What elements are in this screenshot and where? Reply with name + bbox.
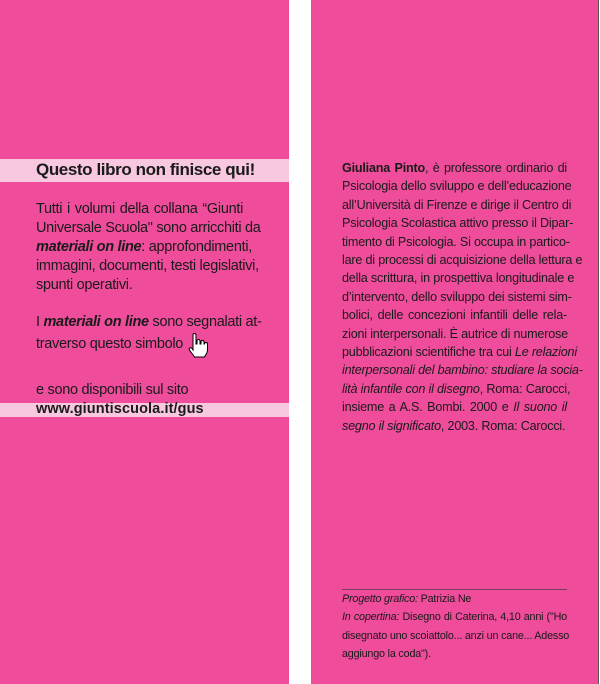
text-segment: Universale Scuola" sono arricchiti da — [36, 220, 261, 236]
text-segment: : approfondimenti, — [141, 239, 252, 255]
text-line — [342, 289, 572, 304]
text-line — [342, 308, 567, 322]
text-segment: , è professore ordinario di — [425, 161, 567, 175]
text-line — [342, 400, 567, 414]
text-segment: immagini, documenti, testi legislativi, — [36, 258, 259, 274]
text-segment: I — [36, 314, 44, 330]
text-line — [36, 314, 262, 330]
heading: Questo libro non finisce qui! — [36, 160, 255, 179]
text-line — [342, 253, 583, 267]
text-segment: materiali on line — [43, 314, 149, 330]
text-line — [342, 271, 575, 286]
text-line — [36, 277, 243, 293]
text-segment: materiali on line — [36, 239, 142, 255]
text-segment: Le relazioni — [514, 345, 577, 359]
text-line — [36, 239, 252, 255]
text-segment: insieme a A.S. Bombi. 2000 e — [342, 400, 514, 415]
text-line — [342, 611, 567, 623]
text-line — [342, 197, 572, 212]
text-line — [342, 216, 574, 231]
text-segment: zioni interpersonali. È autrice di numerose — [342, 326, 568, 341]
text-line — [342, 593, 567, 605]
text-segment: aggiungo la coda"). — [342, 647, 431, 660]
text-line — [342, 648, 567, 660]
text-segment: segno il significato — [342, 418, 441, 433]
text-line — [36, 201, 243, 217]
text-line — [342, 345, 577, 359]
text-segment: Psicologia dello sviluppo e dell’educazione — [342, 179, 572, 194]
text-line — [342, 327, 567, 341]
text-segment: lare di processi di acquisizione della lettura e — [342, 253, 583, 267]
text-line — [342, 179, 572, 194]
left-flap — [0, 0, 289, 684]
text-segment: Progetto grafico: — [342, 593, 418, 605]
text-segment: lità infantile con il disegno — [342, 381, 480, 396]
text-segment: Psicologia Scolastica attivo presso il Dipar- — [342, 216, 574, 231]
text-segment: Patrizia Ne — [417, 593, 472, 605]
text-segment: della scrittura, in prospettiva longitudinale e — [342, 271, 575, 286]
text-segment: d’intervento, dello sviluppo dei sistemi sim- — [342, 289, 572, 304]
divider — [342, 589, 567, 590]
text-line — [342, 419, 567, 433]
text-segment: Il suono il — [513, 400, 567, 415]
text-segment: , Roma: Carocci, — [479, 381, 571, 396]
text-segment: disegnato uno scoiattolo... anzi un cane... Adesso — [342, 629, 570, 642]
text-line — [342, 234, 570, 249]
text-segment: timento di Psicologia. Si occupa in partico- — [342, 234, 570, 249]
text-line — [342, 629, 570, 642]
text-segment: bolici, delle concezioni infantili delle rela- — [342, 308, 567, 323]
text-segment: traverso questo simbolo — [36, 336, 184, 352]
text-line — [36, 220, 261, 236]
text-line — [342, 381, 571, 396]
website-link[interactable]: www.giuntiscuola.it/gus — [36, 401, 204, 417]
text-segment: , 2003. Roma: Carocci. — [440, 418, 566, 433]
text-segment: spunti operativi. — [36, 277, 133, 293]
text-segment: pubblicazioni scientifiche tra cui — [342, 345, 515, 359]
text-segment: Giuliana Pinto — [342, 161, 426, 175]
text-segment: Disegno di Caterina, 4,10 anni ("Ho — [399, 611, 567, 624]
text-line — [342, 363, 583, 378]
text-segment: In copertina: — [342, 611, 400, 624]
availability-text: e sono disponibili sul sito — [36, 382, 189, 398]
text-segment: sono segnalati at- — [148, 314, 262, 330]
right-flap — [311, 0, 599, 684]
text-segment: Tutti i volumi della collana “Giunti — [36, 201, 243, 217]
text-line — [36, 258, 259, 274]
text-line — [342, 161, 567, 175]
text-segment: all’Università di Firenze e dirige il Centro di — [342, 197, 572, 212]
text-line — [36, 336, 243, 352]
hand-pointer-icon — [187, 333, 209, 359]
text-segment: interpersonali del bambino: studiare la socia- — [342, 363, 583, 378]
